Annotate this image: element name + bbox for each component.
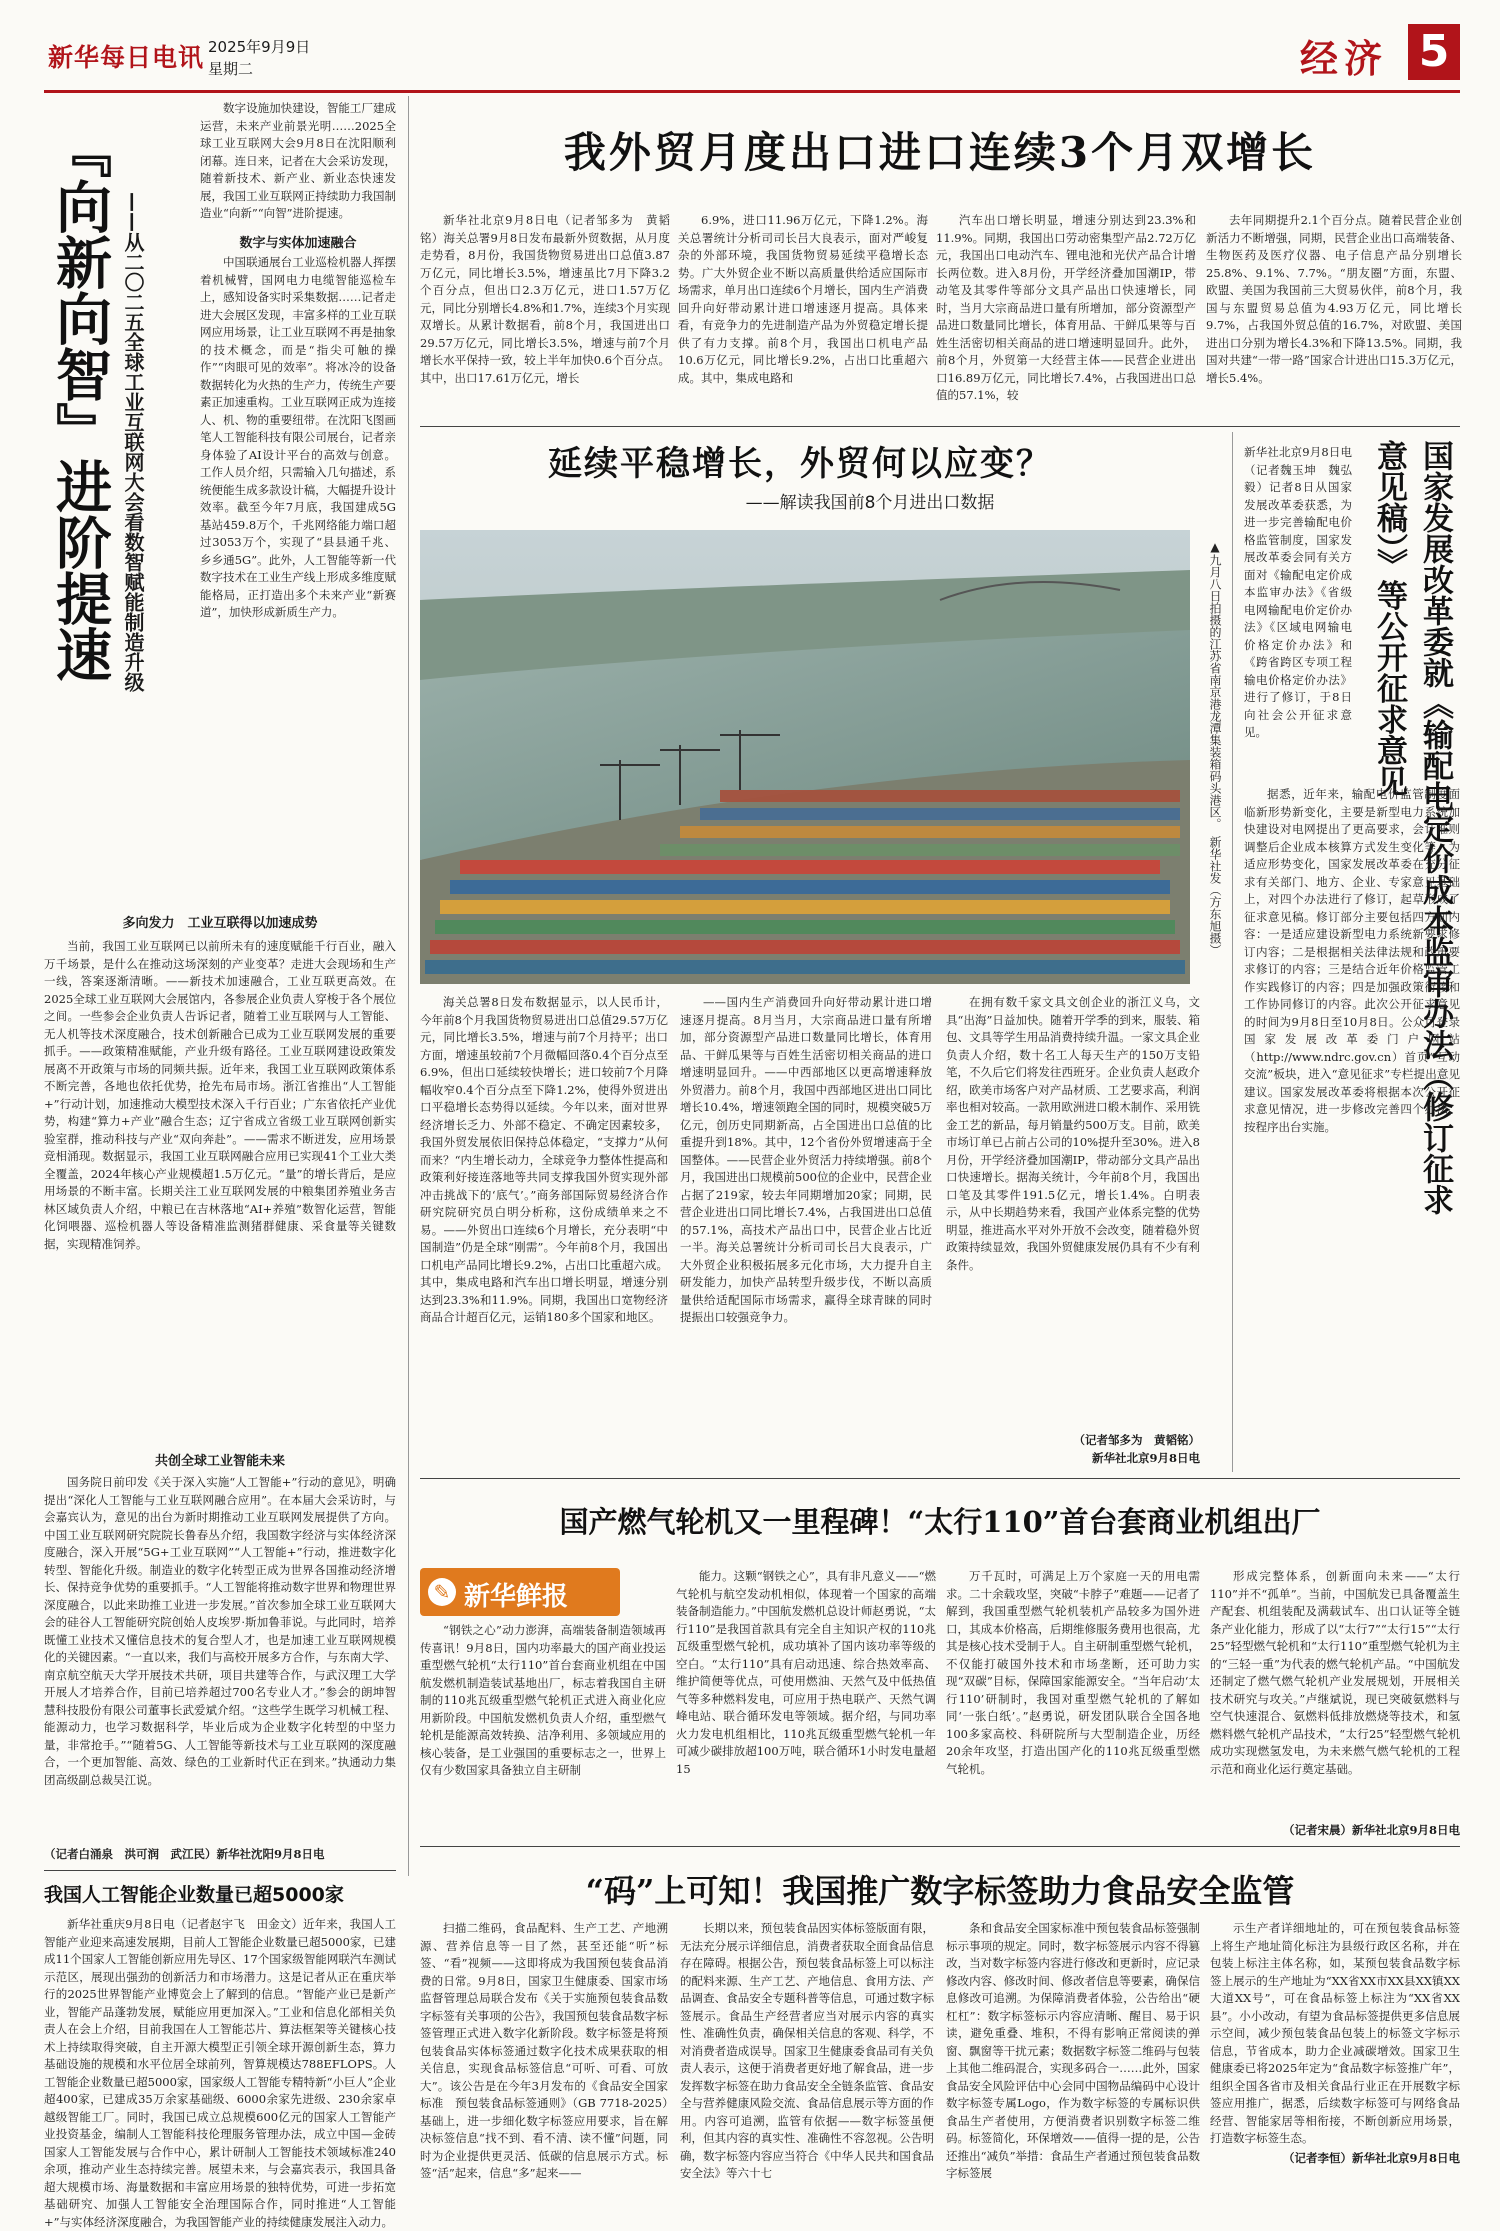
ai-rule <box>44 1870 396 1871</box>
ai-headline: 我国人工智能企业数量已超5000家 <box>44 1884 344 1906</box>
food-column-4: 示生产者详细地址的，可在预包装食品标签上将生产地址简化标注为县级行政区名称，并在包装上标注主体名称，如，某预包装食品数字标签上展示的生产地址为“XX省XX市XX县XX镇XX大道XX号”，可在食品标签上标注为“XX省XX县”。小小改动，有望为食品标签提供更多信息展示空间，减少预包装食品包装上的标签文字标示信息，节省成本，助力企业减碳增效。国家卫生健康委已将2025年定为“食品数字标签推广年”，组织全国各省市及相关食品行业正在开展数字标签应用推广，据悉，后续数字标签可与网络食品经营、智能家居等相衔接，不断创新应用场景，打造数字标签生态。 <box>1210 1921 1460 2145</box>
issue-date: 2025年9月9日 <box>208 38 311 56</box>
turbine-rule <box>420 1478 1460 1479</box>
turbine-column-4: 形成完整体系，创新面向未来——“太行110”并不“孤单”。当前，中国航发已具备覆盖生产配套、机组装配及满载试车、出口认证等全链条产业化能力，形成了以“太行7”“太行15”“太行25”轻型燃气轮机和“太行110”重型燃气轮机为主的“三轻一重”为代表的燃气轮机产品。“中国航发还制定了燃气燃气轮机产业发展规划，开展相关技术研究与攻关。”卢继斌说，现已突破氨燃料与空气快速混合、氨燃料低排放燃烧等技术，和氢燃料燃气轮机产品技术，“太行25”轻型燃气轮机成功实现燃氢发电，为未来燃气燃气轮机的工程示范和商业化运行奠定基础。 <box>1210 1569 1460 1776</box>
zhi-column-1: 中国联通展台工业巡检机器人挥摆着机械臂，国网电力电缆智能巡检车上，感知设备实时采集数据……记者走进大会展区发现，丰富多样的工业互联网应用场景，让工业互联网不再是抽象的技术概念，而是“指尖可触的操作”“肉眼可见的效率”。将冰冷的设备数据转化为火热的生产力，传统生产要素正加速重构。工业互联网正成为连接人、机、物的重要纽带。在沈阳飞图画笔人工智能科技有限公司展台，记者亲身体验了AI设计平台的高效与创意。工作人员介绍，只需输入几句描述，系统便能生成多款设计稿，大幅提升设计效率。截至今年7月底，我国建成5G基站459.8万个，千兆网络能力端口超过3053万个，实现了“县县通千兆、乡乡通5G”。此外，人工智能等新一代数字技术在工业生产线上形成多维度赋能格局，正打造出多个未来产业“新赛道”，加快形成新质生产力。 <box>200 255 396 619</box>
issue-weekday: 星期二 <box>208 60 254 78</box>
zhi-column-2: 当前，我国工业互联网已以前所未有的速度赋能千行百业，融入万千场景，是什么在推动这场深刻的产业变革？走进大会现场和生产一线，答案逐渐清晰。——新技术加速融合，工业互联更高效。在2025全球工业互联网大会展馆内，各参展企业负责人穿梭于各个展位之间。一些参会企业负责人告诉记者，随着工业互联网与人工智能、无人机等技术深度融合，技术创新融合已成为工业互联网发展的重要抓手。——政策精准赋能，产业升级有路径。工业互联网建设政策发展离不开政策与市场的同频共振。近年来，我国工业互联网政策体系不断完善，各地也依托优势，抢先布局市场。浙江省推出“人工智能+”行动计划，加速推动大模型技术深入千行百业；广东省依托产业优势，构建“算力+产业”融合生态；辽宁省成立省级工业互联网创新实验室群，推动科技与产业“双向奔赴”。——需求不断迸发，应用场景竞相涌现。数据显示，我国工业互联网融合应用已实现41个工业大类全覆盖，2024年核心产业规模超1.5万亿元。“量”的增长背后，是应用场景的不断丰富。长期关注工业互联网发展的中粮集团养殖业务吉林区域负责人介绍，中粮已在吉林落地“AI+养殖”数智化运营，智能化饲喂器、巡检机器人等设备精准监测猪群健康、采食量等关键数据，实现精准饲养。 <box>44 939 396 1251</box>
xinhua-fresh-badge <box>420 1568 620 1616</box>
food-byline: （记者李恒）新华社北京9月8日电 <box>1282 2151 1460 2165</box>
trade-rule <box>420 426 1460 427</box>
trade-column-4: 去年同期提升2.1个百分点。随着民营企业创新活力不断增强，同期，民营企业出口高端装备、生物医药及医疗仪器、电子信息产品分别增长25.8%、9.1%、7.7%。“朋友圈”方面，东盟、欧盟、美国为我国前三大贸易伙伴，前8个月，我国与东盟贸易总值为4.93万亿元，同比增长9.7%，占我国外贸总值的16.7%，对欧盟、美国进出口分别为增长4.3%和下降13.5%。同期，我国对共建“一带一路”国家合计进出口15.3万亿元，增长5.4%。 <box>1206 213 1462 385</box>
section-name: 经济 <box>1300 36 1389 81</box>
turbine-column-3: 万千瓦时，可满足上万个家庭一天的用电需求。二十余载攻坚，突破“卡脖子”难题——记者了解到，我国重型燃气轮机装机产品较多为国外进口，其成本价格高，后期维修服务费用也很高，尤其是核心技术受制于人。自主研制重型燃气轮机，不仅能打破国外技术和市场垄断，还可助力实现“双碳”目标，保障国家能源安全。“当年启动‘太行110’研制时，我国对重型燃气轮机的了解如同‘一张白纸’。”赵勇说，研发团队联合全国各地100多家高校、科研院所与大型制造企业，历经20余年攻坚，打造出国产化的110兆瓦级重型燃气轮机。 <box>946 1569 1200 1776</box>
column-divider <box>408 96 409 1876</box>
turbine-byline: （记者宋晨）新华社北京9月8日电 <box>1282 1823 1460 1837</box>
zhi-title: 『向新向智』进阶提速 <box>47 122 113 682</box>
food-column-3: 条和食品安全国家标准中预包装食品标签强制标示事项的规定。同时，数字标签展示内容不得篡改，当对数字标签内容进行修改和更新时，应记录修改内容、修改时间、修改者信息等要素，确保信息修改可追溯。为保障消费者体验，公告给出“硬杠杠”：数字标签标示内容应清晰、醒目、易于识读，避免重叠、堆积，不得有影响正常阅读的弹窗、飘窗等干扰元素；数据数字标签二维码与包装上其他二维码混合，实现多码合一……此外，国家食品安全风险评估中心会同中国物品编码中心设计数字标签专属Logo，作为数字标签的专属标识供食品生产者使用，方便消费者识别数字标签二维码。标签简化，环保增效——值得一提的是，公告还推出“减负”举措：食品生产者通过预包装食品数字标签展 <box>946 1921 1200 2180</box>
zhi-byline: （记者白涌泉 洪可润 武江民）新华社沈阳9月8日电 <box>44 1847 325 1861</box>
zhi-heading-1: 数字与实体加速融合 <box>239 236 357 251</box>
trade-column-1: 新华社北京9月8日电（记者邹多为 黄韬铭）海关总署9月8日发布最新外贸数据，从月度走势看，8月份，我国货物贸易进出口总值3.87万亿元，同比增长3.5%，增速虽比7月下降3.2个百分点，但出口2.3万亿元，进口1.57万亿元，同比分别增长4.8%和1.7%，连续3个月实现双增长。从累计数据看，前8个月，我国进出口29.57万亿元，同比增长3.5%，增速与前7个月增长水平保持一致，较上半年加快0.6个百分点。其中，出口17.61万亿元，增长 <box>420 213 670 385</box>
ndrc-headline: 国家发展改革委就《输配电定价成本监审办法（修订征求意见稿）》等公开征求意见 <box>1371 440 1453 1215</box>
page-number: 5 <box>1408 24 1460 80</box>
turbine-headline: 国产燃气轮机又一里程碑！“太行110”首台套商业机组出厂 <box>559 1505 1321 1539</box>
turbine-column-1: “钢铁之心”动力澎湃，高端装备制造领域再传喜讯！9月8日，国内功率最大的国产商业投运重型燃气轮机“太行110”首台套商业机组在中国航发燃机制造装试基地出厂，标志着我国自主研制的110兆瓦级重型燃气轮机正式进入商业化应用新阶段。中国航发燃机负责人介绍，重型燃气轮机是能源高效转换、洁净利用、多领域应用的核心装备，是工业强国的重要标志之一，世界上仅有少数国家具备独立自主研制 <box>420 1623 666 1777</box>
analysis-subtitle: ——解读我国前8个月进出口数据 <box>745 493 995 513</box>
zhi-subtitle: ——从二〇二五全球工业互联网大会看数智赋能制造升级 <box>121 192 145 692</box>
ai-column: 新华社重庆9月8日电（记者赵宇飞 田金文）近年来，我国人工智能产业迎来高速发展期，目前人工智能企业数量已超5000家，已建成11个国家人工智能创新应用先导区、17个国家级智能网联汽车测试示范区，展现出强劲的创新活力和市场潜力。这是记者从正在重庆举行的2025世界智能产业博览会上了解到的信息。“智能产业已是新产业，智能产品蓬勃发展，赋能应用更加深入。”工业和信息化部相关负责人在会上介绍，目前我国在人工智能芯片、算法框架等关键核心技术上持续取得突破，自主开源大模型正引领全球开源创新生态，算力基础设施的规模和水平位居全球前列，智算规模达788EFLOPS。人工智能企业数量已超5000家，国家级人工智能专精特新“小巨人”企业超400家，已建成35万余家基础级、6000余家先进级、230余家卓越级智能工厂。同时，我国已成立总规模600亿元的国家人工智能产业投资基金，编制人工智能科技伦理服务管理办法，成立中国—金砖国家人工智能发展与合作中心，累计研制人工智能技术领域标准240余项，推动产业生态持续完善。展望未来，与会嘉宾表示，我国具备超大规模市场、海量数据和丰富应用场景的独特优势，可进一步拓宽基础研究、加强人工智能安全治理国际合作，同时推进“人工智能+”与实体经济深度融合，为我国智能产业的持续健康发展注入动力。 <box>44 1917 396 2229</box>
analysis-column-3: 在拥有数千家文具文创企业的浙江义乌，文具“出海”日益加快。随着开学季的到来，服装、箱包、文具等学生用品消费持续升温。一家文具企业负责人介绍，数十名工人每天生产的150万支铅笔，不久后它们将发往西班牙。企业负责人赵政介绍，欧美市场客户对产品材质、工艺要求高，利润率也相对较高。一款用欧洲进口椴木制作、采用铣金工艺的新品，每月销量约500万支。目前，欧美市场订单已占前占公司的10%提升至30%。进入8月份，开学经济叠加国潮IP，带动部分文具产品出口快速增长。据海关统计，今年前8个月，我国出口笔及其零件191.5亿元，增长1.4%。白明表示，从中长期趋势来看，我国产业体系完整的优势明显，推进高水平对外开放不会改变，随着稳外贸政策持续显效，我国外贸健康发展仍具有不少有利条件。 <box>946 995 1200 1272</box>
zhi-heading-3: 共创全球工业智能未来 <box>154 1454 285 1469</box>
fresh-badge-label: 新华鲜报 <box>464 1582 569 1612</box>
trade-column-2: 6.9%，进口11.96万亿元，下降1.2%。海关总署统计分析司司长吕大良表示，面对严峻复杂的外部环境，我国货物贸易延续平稳增长态势。广大外贸企业不断以高质量供给适应国际市场需求，单月出口连续6个月增长，国内生产消费回升向好带动累计进口增速逐月提高。具体来看，有竞争力的先进制造产品为外贸稳定增长提供了有力支撑。前8个月，我国出口机电产品10.6万亿元，同比增长9.2%，占出口比重超六成。其中，集成电路和 <box>678 213 928 385</box>
food-headline: “码”上可知！我国推广数字标签助力食品安全监管 <box>585 1872 1295 1910</box>
food-column-2: 长期以来，预包装食品因实体标签版面有限，无法充分展示详细信息，消费者获取全面食品信息存在障碍。根据公告，预包装食品标签上可以标注的配料来源、生产工艺、产地信息、食用方法、产品调查、食品安全专题科普等信息，可通过数字标签展示。食品生产经营者应当对展示内容的真实性、准确性负责，确保相关信息的客观、科学，不对消费者造成误导。国家卫生健康委食品司有关负责人表示，这便于消费者更好地了解食品，进一步发挥数字标签在助力食品安全全链条监管、食品安全与营养健康风险交流、食品信息展示等方面的作用。内容可追溯，监管有依据——数字标签虽便利，但其内容的真实性、准确性不容忽视。公告明确，数字标签内容应当符合《中华人民共和国食品安全法》等六十七 <box>680 1921 934 2180</box>
trade-headline: 我外贸月度出口进口连续3个月双增长 <box>563 128 1317 177</box>
analysis-byline-dateline: 新华社北京9月8日电 <box>1091 1451 1200 1465</box>
trade-column-3: 汽车出口增长明显，增速分别达到23.3%和11.9%。同期，我国出口劳动密集型产品2.72万亿元，我国出口电动汽车、锂电池和光伏产品合计增长两位数。进入8月份，开学经济叠加国潮IP，带动笔及其零件等部分文具产品出口快速增长，同时，当月大宗商品进口量有所增加，部分资源型产品进口数量同比增长，体育用品、干鲜瓜果等与百姓生活密切相关商品的进口增速明显回升。此外，前8个月，外贸第一大经营主体——民营企业进出口16.89万亿元，同比增长7.4%，占我国进出口总值的57.1%，较 <box>936 213 1196 402</box>
masthead <box>0 0 1500 92</box>
newspaper-logo: 新华每日电讯 <box>48 43 205 72</box>
port-photo <box>420 530 1190 984</box>
fresh-badge-icon: ✎ <box>428 1578 456 1606</box>
turbine-column-2: 能力。这颗“钢铁之心”，具有非凡意义——“燃气轮机与航空发动机相似，体现着一个国家的高端装备制造能力。”中国航发燃机总设计师赵勇说，“太行110”是我国首款具有完全自主知识产权的110兆瓦级重型燃气轮机，成功填补了国内该功率等级的空白。“太行110”具有启动迅速、综合热效率高、维护简便等优点，可使用燃油、天然气及中低热值气等多种燃料发电，可应用于热电联产、天然气调峰电站、联合循环发电等领域。据介绍，与同功率火力发电机组相比，110兆瓦级重型燃气轮机一年可减少碳排放超100万吨，联合循环1小时发电量超15 <box>676 1569 936 1776</box>
masthead-rule <box>44 90 1460 93</box>
analysis-column-1: 海关总署8日发布数据显示，以人民币计，今年前8个月我国货物贸易进出口总值29.57万亿元，同比增长3.5%，增速与前7个月持平；出口方面，增速虽较前7个月微幅回落0.4个百分点至6.9%，但出口延续较快增长；进口较前7个月降幅收窄0.4个百分点至下降1.2%，使得外贸进出口平稳增长态势得以延续。今年以来，面对世界经济增长乏力、外部不稳定、不确定因素较多，我国外贸发展依旧保持总体稳定，“支撑力”从何而来？“内生增长动力，全球竞争力整体性提高和政策利好接连落地等共同支撑我国外贸实现外部冲击挑战下的‘底气’。”商务部国际贸易经济合作研究院研究员白明分析称，这份成绩单来之不易。——外贸出口连续6个月增长，充分表明“中国制造”仍是全球“刚需”。今年前8个月，我国出口机电产品同比增长9.2%，占出口比重超六成。其中，集成电路和汽车出口增长明显，增速分别达到23.3%和11.9%。同期，我国出口宽物经济商品合计超百亿元，运销180多个国家和地区。 <box>420 995 668 1324</box>
photo-caption: ▲九月八日拍摄的江苏省南京港龙潭集装箱码头港区。 新华社发（方东旭摄） <box>1208 540 1222 956</box>
zhi-column-3: 国务院日前印发《关于深入实施“人工智能+”行动的意见》，明确提出“深化人工智能与工业互联网融合应用”。在本届大会采访时，与会嘉宾认为，意见的出台为新时期推动工业互联网发展提供了方向。中国工业互联网研究院院长鲁春丛介绍，我国数字经济与实体经济深度融合，深入开展“5G+工业互联网”“人工智能+”行动，推进数字化转型、智能化升级。制造业的数字化转型正成为世界各国推动经济增长、保持竞争优势的重要抓手。“人工智能将推动数字世界和物理世界深度融合，以此来助推工业进一步发展。”首次参加全球工业互联网大会的硅谷人工智能研究院创始人皮埃罗·斯加鲁菲说。与此同时，培养既懂工业技术又懂信息技术的复合型人才，也是加速工业互联网规模化的关键因素。“一直以来，我们与高校开展多方合作，与东南大学、南京航空航天大学开展技术共研，项目共建等合作，与武汉理工大学开展人才培养合作，目前已培养超过700名专业人才。”参会的朗坤智慧科技股份有限公司董事长武爱斌介绍。“这些学生既学习机械工程、能源动力，也学习数据科学，毕业后成为企业数字化转型的中坚力量，非常抢手。”“随着5G、人工智能等新技术与工业互联网的深度融合，一个更加智能、高效、绿色的工业新时代正在到来。”执通动力集团高级副总裁吴江说。 <box>44 1475 396 1787</box>
analysis-headline: 延续平稳增长，外贸何以应变？ <box>548 444 1052 484</box>
ndrc-column: 据悉，近年来，输配电价监管制度面临新形势新变化，主要是新型电力系统加快建设对电网提出了更高要求，会计准则调整后企业成本核算方式发生变化等。为适应形势变化，国家发展改革委在充分征求有关部门、地方、企业、专家意见基础上，对四个办法进行了修订，起草形成了征求意见稿。修订部分主要包括四方面内容：一是适应建设新型电力系统新要求修订内容；二是根据相关法律法规和政策要求修订的内容；三是结合近年价格监管工作实践修订的内容；四是加强政策衔接和工作协同修订的内容。此次公开征求意见的时间为9月8日至10月8日。公众可登录国家发展改革委门户网站（http://www.ndrc.gov.cn）首页“互动交流”板块，进入“意见征求”专栏提出意见建议。国家发展改革委将根据本次公开征求意见情况，进一步修改完善四个办法，按程序出台实施。 <box>1244 787 1460 1134</box>
food-column-1: 扫描二维码，食品配料、生产工艺、产地溯源、营养信息等一目了然，甚至还能“听”标签、“看”视频——这即将成为我国预包装食品消费的日常。9月8日，国家卫生健康委、国家市场监督管理总局联合发布《关于实施预包装食品数字标签有关事项的公告》，我国预包装食品数字标签管理正式进入数字化新阶段。数字标签是将预包装食品实体标签通过数字化技术成果获取的相关信息，实现食品标签信息“可听、可看、可放大”。该公告是在今年3月发布的《食品安全国家标准 预包装食品标签通则》（GB 7718-2025）基础上，进一步细化数字标签应用要求，旨在解决标签信息“找不到、看不清、读不懂”问题，同时为企业提供更灵活、低碳的信息展示方式。标签“活”起来，信息“多”起来—— <box>420 1921 668 2180</box>
analysis-column-2: ——国内生产消费回升向好带动累计进口增速逐月提高。8月当月，大宗商品进口量有所增加，部分资源型产品进口数量同比增长，体育用品、干鲜瓜果等与百姓生活密切相关商品的进口增速明显回升。——中西部地区以更高增速释放外贸潜力。前8个月，我国中西部地区进出口同比增长10.4%，增速领跑全国的同时，规模突破5万亿元，创历史同期新高，占全国进出口总值的比重提升到18%。其中，12个省份外贸增速高于全国整体。——民营企业外贸活力持续增强。前8个月，我国进出口规模前500位的企业中，民营企业占据了219家，较去年同期增加20家；同期，民营企业进出口同比增长7.4%，占我国进出口总值的57.1%，高技术产品出口中，民营企业占比近一半。海关总署统计分析司司长吕大良表示，广大外贸企业积极拓展多元化市场，大力提升自主研发能力，加快产品转型升级步伐，不断以高质量供给适配国际市场需求，赢得全球青睐的同时提振出口较强竞争力。 <box>680 995 932 1324</box>
food-rule <box>420 1846 1460 1847</box>
ndrc-divider <box>1232 432 1233 1472</box>
ndrc-lead: 新华社北京9月8日电（记者魏玉坤 魏弘毅）记者8日从国家发展改革委获悉，为进一步完善输配电价格监管制度，国家发展改革委会同有关方面对《输配电定价成本监审办法》《省级电网输配电价定价办法》《区域电网输电价格定价办法》和《跨省跨区专项工程输电价格定价办法》进行了修订，于8日向社会公开征求意见。 <box>1244 445 1352 739</box>
zhi-intro: 数字设施加快建设，智能工厂建成运营，未来产业前景光明……2025全球工业互联网大会9月8日在沈阳顺利闭幕。连日来，记者在大会采访发现，随着新技术、新产业、新业态快速发展，我国工业互联网正持续助力我国制造业“向新”“向智”进阶提速。 <box>200 101 396 220</box>
zhi-heading-2: 多向发力 工业互联得以加速成势 <box>122 916 318 931</box>
analysis-byline-reporters: （记者邹多为 黄韬铭） <box>1073 1433 1200 1447</box>
